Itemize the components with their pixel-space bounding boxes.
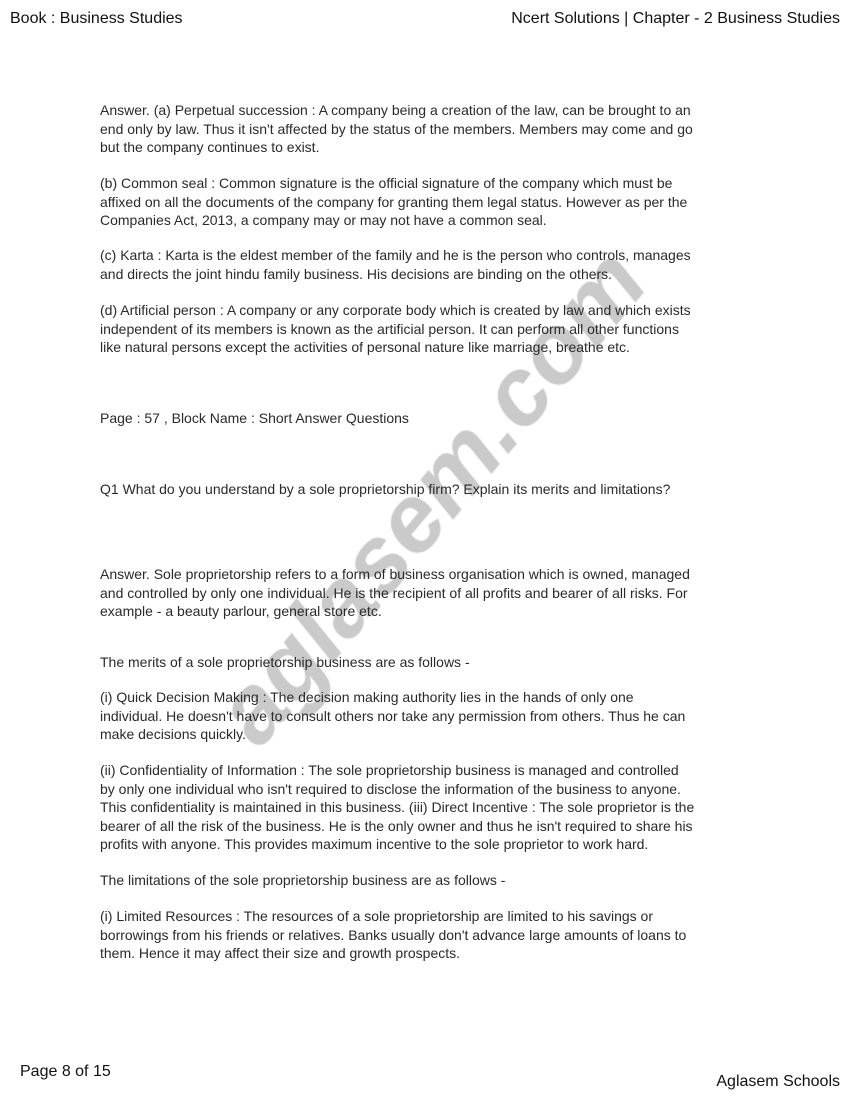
text-line: This confidentiality is maintained in this business. (iii) Direct Incentive : The sole proprietor is the (100, 799, 695, 816)
text-line: like natural persons except the activities of personal nature like marriage, breathe etc. (100, 339, 630, 356)
text-line: but the company continues to exist. (100, 139, 320, 156)
text-line: and controlled by only one individual. He is the recipient of all profits and bearer of all risks. For (100, 584, 688, 601)
paragraph (100, 174, 687, 230)
text-line: (c) Karta : Karta is the eldest member of the family and he is the person who controls, manages (100, 247, 691, 263)
text-line: Answer. Sole proprietorship refers to a form of business organisation which is owned, managed (100, 566, 690, 582)
text-line: The limitations of the sole proprietorship business are as follows - (100, 872, 506, 888)
paragraph (100, 246, 691, 283)
paragraph (100, 409, 409, 428)
text-line: by only one individual who isn't required to disclose the information of the business to anyone. (100, 780, 681, 797)
footer-brand: Aglasem Schools (716, 1073, 840, 1090)
text-line: Page : 57 , Block Name : Short Answer Questions (100, 410, 409, 426)
paragraph (100, 301, 691, 357)
paragraph (100, 688, 685, 744)
text-line: example - a beauty parlour, general store etc. (100, 603, 382, 620)
paragraph (100, 565, 690, 621)
paragraph (100, 480, 670, 499)
text-line: profits with anyone. This provides maximum incentive to the sole proprietor to work hard. (100, 836, 649, 853)
text-line: Q1 What do you understand by a sole proprietorship firm? Explain its merits and limitations? (100, 481, 671, 497)
text-line: end only by law. Thus it isn't affected by the status of the members. Members may come and go (100, 120, 693, 137)
text-line: borrowings from his friends or relatives. Banks usually don't advance large amounts of loans to (100, 926, 687, 943)
text-line: Answer. (a) Perpetual succession : A company being a creation of the law, can be brought to an (100, 102, 691, 118)
text-line: (b) Common seal : Common signature is the official signature of the company which must be (100, 175, 673, 191)
paragraph (100, 101, 693, 157)
text-line: them. Hence it may affect their size and growth prospects. (100, 945, 461, 962)
text-line: (d) Artificial person : A company or any corporate body which is created by law and which exists (100, 302, 691, 318)
text-line: The merits of a sole proprietorship business are as follows - (100, 654, 470, 670)
paragraph (100, 761, 694, 854)
text-line: independent of its members is known as the artificial person. It can perform all other functions (100, 320, 679, 337)
header-book-title: Book : Business Studies (10, 10, 183, 27)
header-chapter-title: Ncert Solutions | Chapter - 2 Business Studies (511, 10, 840, 27)
paragraph (100, 907, 686, 963)
paragraph (100, 871, 505, 890)
text-line: Companies Act, 2013, a company may or may not have a common seal. (100, 212, 547, 229)
text-line: individual. He doesn't have to consult others nor take any permission from others. Thus he can (100, 707, 686, 724)
paragraph (100, 653, 470, 672)
text-line: make decisions quickly. (100, 726, 247, 743)
page-number: Page 8 of 15 (20, 1063, 111, 1080)
text-line: affixed on all the documents of the company for granting them legal status. However as per the (100, 193, 688, 210)
text-line: bearer of all the risk of the business. He is the only owner and thus he isn't required to share his (100, 817, 693, 834)
text-line: (i) Quick Decision Making : The decision making authority lies in the hands of only one (100, 689, 634, 705)
text-line: and directs the joint hindu family business. His decisions are binding on the others. (100, 265, 613, 282)
text-line: (ii) Confidentiality of Information : The sole proprietorship business is managed and controlled (100, 762, 679, 778)
text-line: (i) Limited Resources : The resources of a sole proprietorship are limited to his savings or (100, 908, 653, 924)
